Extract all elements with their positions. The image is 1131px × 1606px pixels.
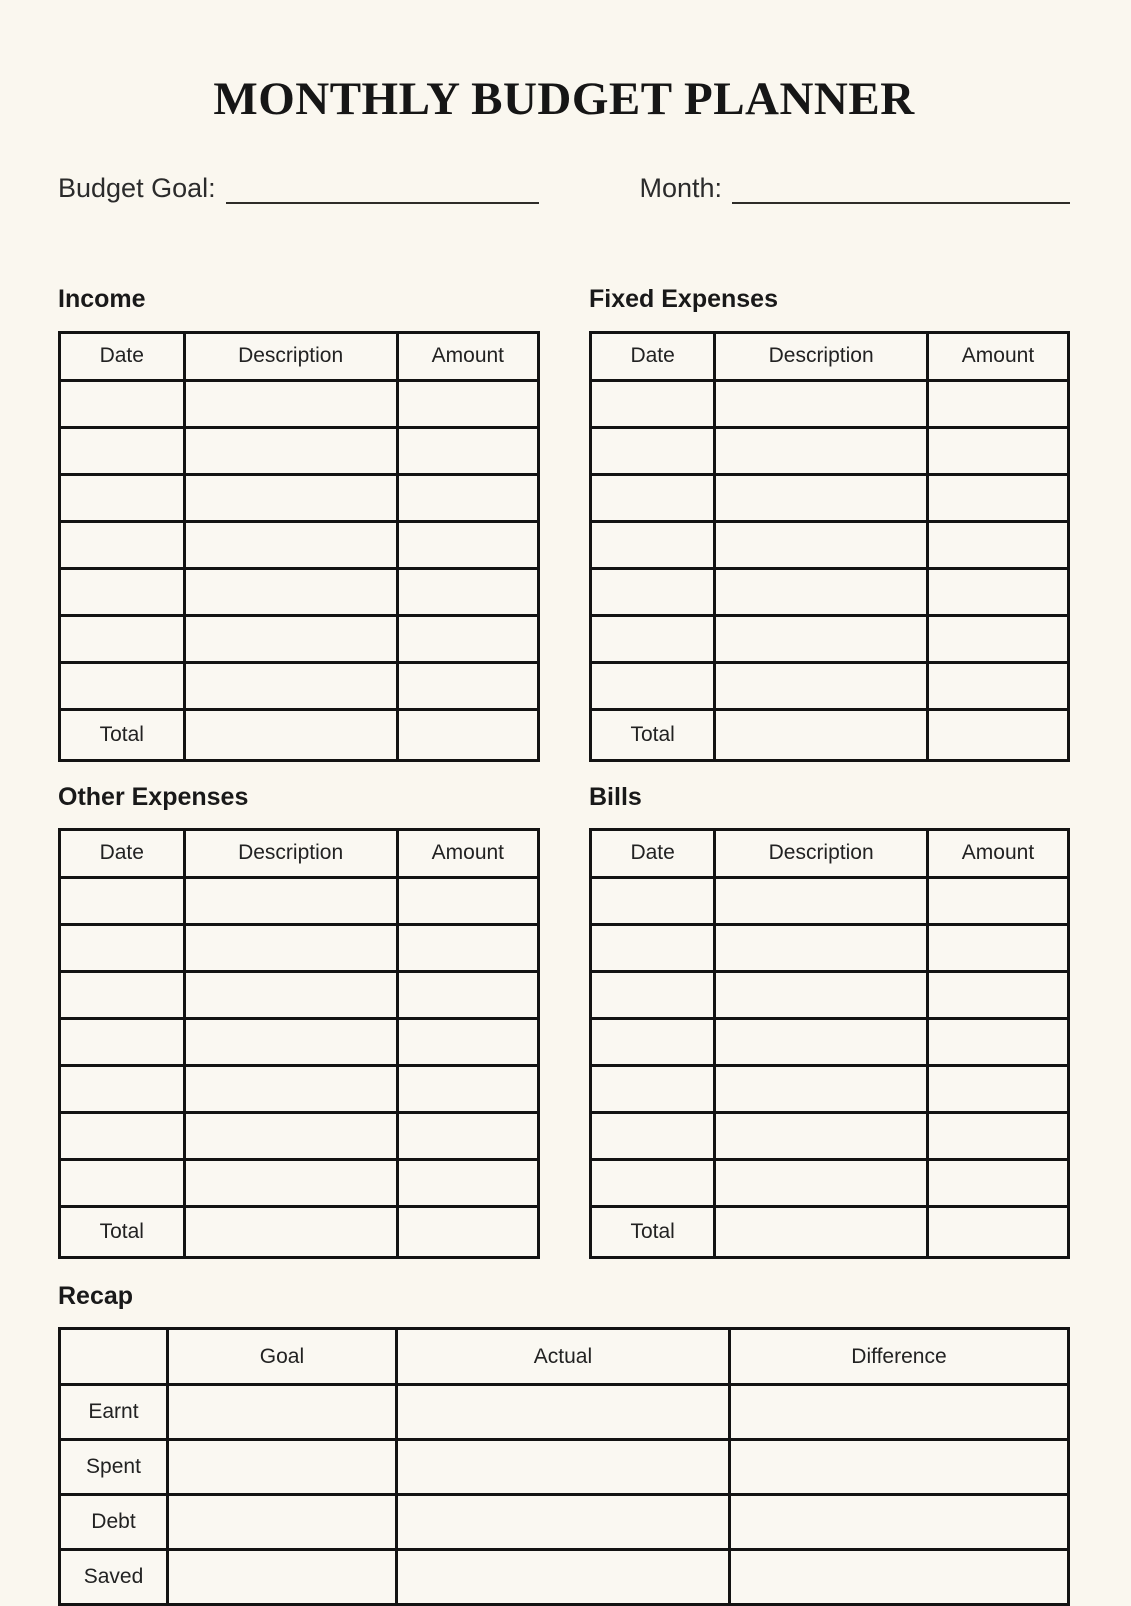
other-expenses-column-header-date: Date [60,829,185,877]
income-total-row [60,709,539,760]
income-row7-date-cell[interactable] [60,662,185,709]
income-row6-amount-cell[interactable] [397,615,538,662]
right-column [589,284,1070,1259]
fixed-expenses-row7-amount-cell[interactable] [927,662,1068,709]
income-row5-description-cell[interactable] [184,568,397,615]
fixed-expenses-row5-description-cell[interactable] [715,568,928,615]
income-row2-description-cell[interactable] [184,427,397,474]
income-title: Income [58,285,146,314]
recap-saved-difference-cell[interactable] [729,1550,1068,1605]
bills-row1-description-cell[interactable] [715,877,928,924]
fixed-expenses-row [591,615,1069,662]
other-expenses-row [60,924,539,971]
recap-row-spent [60,1440,1069,1495]
recap-column-header-actual: Actual [396,1329,729,1385]
recap-spent-label: Spent [60,1440,168,1495]
other-expenses-row [60,971,539,1018]
recap-debt-difference-cell[interactable] [729,1495,1068,1550]
other-expenses-row6-description-cell[interactable] [184,1112,397,1159]
bills-title: Bills [589,782,642,811]
recap-earnt-actual-cell[interactable] [396,1385,729,1440]
recap-column-header-difference: Difference [729,1329,1068,1385]
other-expenses-row7-date-cell[interactable] [60,1159,185,1206]
income-row [60,427,539,474]
bills-column-header-date: Date [591,829,715,877]
other-expenses-row4-description-cell[interactable] [184,1018,397,1065]
income-row2-amount-cell[interactable] [397,427,538,474]
other-expenses-row2-amount-cell[interactable] [397,924,538,971]
recap-row-saved [60,1550,1069,1605]
recap-debt-goal-cell[interactable] [167,1495,396,1550]
income-row3-date-cell[interactable] [60,474,185,521]
other-expenses-row2-date-cell[interactable] [60,924,185,971]
recap-saved-actual-cell[interactable] [396,1550,729,1605]
fixed-expenses-row1-amount-cell[interactable] [927,380,1068,427]
income-row [60,521,539,568]
recap-column-header-goal: Goal [167,1329,396,1385]
other-expenses-row7-description-cell[interactable] [184,1159,397,1206]
budget-goal-field [58,172,539,204]
other-expenses-row5-date-cell[interactable] [60,1065,185,1112]
bills-row2-date-cell[interactable] [591,924,715,971]
fixed-expenses-row2-amount-cell[interactable] [927,427,1068,474]
recap-spent-goal-cell[interactable] [167,1440,396,1495]
fixed-expenses-row [591,427,1069,474]
month-label: Month: [639,173,723,204]
other-expenses-column-header-description: Description [184,829,397,877]
fixed-expenses-title: Fixed Expenses [589,285,778,314]
fixed-expenses-row3-description-cell[interactable] [715,474,928,521]
recap-spent-actual-cell[interactable] [396,1440,729,1495]
income-row [60,615,539,662]
fixed-expenses-row6-date-cell[interactable] [591,615,715,662]
fixed-expenses-row5-amount-cell[interactable] [927,568,1068,615]
recap-row-debt [60,1495,1069,1550]
other-expenses-row3-date-cell[interactable] [60,971,185,1018]
fixed-expenses-total-label: Total [591,709,715,760]
income-column-header-description: Description [184,332,397,380]
fixed-expenses-row4-description-cell[interactable] [715,521,928,568]
income-row2-date-cell[interactable] [60,427,185,474]
income-row7-description-cell[interactable] [184,662,397,709]
income-column-header-amount: Amount [397,332,538,380]
bills-row [591,1018,1069,1065]
fixed-expenses-row [591,662,1069,709]
fixed-expenses-row2-description-cell[interactable] [715,427,928,474]
recap-earnt-difference-cell[interactable] [729,1385,1068,1440]
recap-saved-label: Saved [60,1550,168,1605]
bills-row3-description-cell[interactable] [715,971,928,1018]
fixed-expenses-row7-date-cell[interactable] [591,662,715,709]
other-expenses-row6-amount-cell[interactable] [397,1112,538,1159]
income-row4-date-cell[interactable] [60,521,185,568]
bills-row1-date-cell[interactable] [591,877,715,924]
other-expenses-row5-amount-cell[interactable] [397,1065,538,1112]
bills-row6-date-cell[interactable] [591,1112,715,1159]
bills-table [589,828,1070,1259]
bills-column-header-amount: Amount [927,829,1068,877]
fixed-expenses-row6-amount-cell[interactable] [927,615,1068,662]
bills-row6-description-cell[interactable] [715,1112,928,1159]
fixed-expenses-total-description-cell[interactable] [715,709,928,760]
bills-row [591,971,1069,1018]
other-expenses-row4-amount-cell[interactable] [397,1018,538,1065]
bills-total-amount-cell[interactable] [927,1206,1068,1257]
fixed-expenses-row4-amount-cell[interactable] [927,521,1068,568]
income-row3-description-cell[interactable] [184,474,397,521]
fixed-expenses-total-amount-cell[interactable] [927,709,1068,760]
recap-table [58,1327,1070,1606]
other-expenses-row3-description-cell[interactable] [184,971,397,1018]
income-row5-amount-cell[interactable] [397,568,538,615]
income-row [60,568,539,615]
fixed-expenses-column-header-description: Description [715,332,928,380]
income-column-header-date: Date [60,332,185,380]
other-expenses-section [58,782,540,1259]
other-expenses-column-header-amount: Amount [397,829,538,877]
bills-row5-description-cell[interactable] [715,1065,928,1112]
recap-debt-label: Debt [60,1495,168,1550]
fixed-expenses-row [591,568,1069,615]
bills-row4-date-cell[interactable] [591,1018,715,1065]
fixed-expenses-row1-description-cell[interactable] [715,380,928,427]
month-field [589,172,1070,204]
other-expenses-total-description-cell[interactable] [184,1206,397,1257]
bills-row1-amount-cell[interactable] [927,877,1068,924]
bills-section [589,782,1070,1259]
income-row6-description-cell[interactable] [184,615,397,662]
bills-row2-amount-cell[interactable] [927,924,1068,971]
fixed-expenses-row2-date-cell[interactable] [591,427,715,474]
left-column [58,284,540,1259]
bills-row [591,1112,1069,1159]
recap-row-earnt [60,1385,1069,1440]
fixed-expenses-row5-date-cell[interactable] [591,568,715,615]
other-expenses-row7-amount-cell[interactable] [397,1159,538,1206]
fixed-expenses-table [589,331,1070,762]
recap-earnt-goal-cell[interactable] [167,1385,396,1440]
fixed-expenses-row3-amount-cell[interactable] [927,474,1068,521]
other-expenses-row4-date-cell[interactable] [60,1018,185,1065]
other-expenses-row5-description-cell[interactable] [184,1065,397,1112]
header-fields-row [58,172,1070,204]
fixed-expenses-section [589,284,1070,761]
other-expenses-row2-description-cell[interactable] [184,924,397,971]
bills-row7-date-cell[interactable] [591,1159,715,1206]
bills-row5-amount-cell[interactable] [927,1065,1068,1112]
bills-row [591,1159,1069,1206]
fixed-expenses-row3-date-cell[interactable] [591,474,715,521]
income-table [58,331,540,762]
recap-spent-difference-cell[interactable] [729,1440,1068,1495]
recap-section [58,1281,1070,1606]
income-row [60,380,539,427]
income-section [58,284,540,761]
other-expenses-row1-amount-cell[interactable] [397,877,538,924]
bills-row4-description-cell[interactable] [715,1018,928,1065]
income-total-label: Total [60,709,185,760]
fixed-expenses-column-header-date: Date [591,332,715,380]
other-expenses-row1-date-cell[interactable] [60,877,185,924]
bills-row3-amount-cell[interactable] [927,971,1068,1018]
bills-total-description-cell[interactable] [715,1206,928,1257]
income-row1-description-cell[interactable] [184,380,397,427]
bills-row [591,877,1069,924]
income-row4-description-cell[interactable] [184,521,397,568]
income-row [60,474,539,521]
other-expenses-total-row [60,1206,539,1257]
other-expenses-title: Other Expenses [58,782,249,811]
other-expenses-row [60,877,539,924]
income-row7-amount-cell[interactable] [397,662,538,709]
bills-row7-description-cell[interactable] [715,1159,928,1206]
other-expenses-row [60,1065,539,1112]
bills-row [591,1065,1069,1112]
other-expenses-total-amount-cell[interactable] [397,1206,538,1257]
month-input-line[interactable] [732,172,1070,204]
income-row [60,662,539,709]
fixed-expenses-row6-description-cell[interactable] [715,615,928,662]
other-expenses-row [60,1018,539,1065]
bills-row4-amount-cell[interactable] [927,1018,1068,1065]
income-total-amount-cell[interactable] [397,709,538,760]
recap-earnt-label: Earnt [60,1385,168,1440]
fixed-expenses-row [591,474,1069,521]
bills-row5-date-cell[interactable] [591,1065,715,1112]
recap-debt-actual-cell[interactable] [396,1495,729,1550]
income-row3-amount-cell[interactable] [397,474,538,521]
other-expenses-row [60,1112,539,1159]
fixed-expenses-row1-date-cell[interactable] [591,380,715,427]
income-row6-date-cell[interactable] [60,615,185,662]
other-expenses-table [58,828,540,1259]
other-expenses-row3-amount-cell[interactable] [397,971,538,1018]
bills-column-header-description: Description [715,829,928,877]
other-expenses-row1-description-cell[interactable] [184,877,397,924]
fixed-expenses-row7-description-cell[interactable] [715,662,928,709]
income-row4-amount-cell[interactable] [397,521,538,568]
fixed-expenses-row [591,521,1069,568]
fixed-expenses-total-row [591,709,1069,760]
income-row5-date-cell[interactable] [60,568,185,615]
bills-total-row [591,1206,1069,1257]
budget-goal-input-line[interactable] [226,172,540,204]
other-expenses-row [60,1159,539,1206]
recap-title: Recap [58,1281,134,1310]
bills-row2-description-cell[interactable] [715,924,928,971]
page-title: MONTHLY BUDGET PLANNER [213,73,915,125]
bills-row [591,924,1069,971]
income-row1-amount-cell[interactable] [397,380,538,427]
other-expenses-total-label: Total [60,1206,185,1257]
budget-goal-label: Budget Goal: [58,173,216,204]
fixed-expenses-column-header-amount: Amount [927,332,1068,380]
bills-row7-amount-cell[interactable] [927,1159,1068,1206]
other-expenses-row6-date-cell[interactable] [60,1112,185,1159]
recap-column-header-blank [60,1329,168,1385]
bills-row3-date-cell[interactable] [591,971,715,1018]
recap-saved-goal-cell[interactable] [167,1550,396,1605]
fixed-expenses-row4-date-cell[interactable] [591,521,715,568]
ledger-grid [58,284,1070,1259]
income-total-description-cell[interactable] [184,709,397,760]
bills-total-label: Total [591,1206,715,1257]
bills-row6-amount-cell[interactable] [927,1112,1068,1159]
fixed-expenses-row [591,380,1069,427]
income-row1-date-cell[interactable] [60,380,185,427]
